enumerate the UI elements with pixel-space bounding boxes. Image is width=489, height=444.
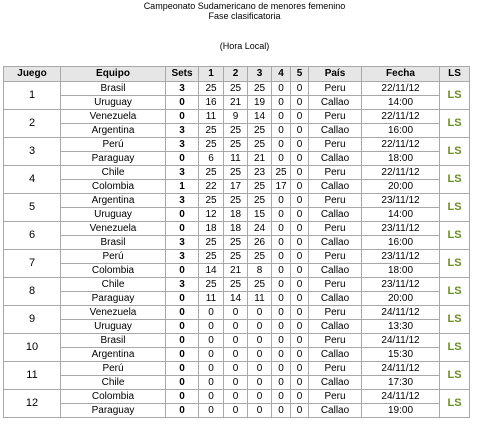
sets-won: 0 — [166, 334, 199, 348]
sets-won: 0 — [166, 152, 199, 166]
venue: Peru — [309, 194, 362, 208]
set-5-score: 0 — [291, 320, 309, 334]
venue: Callao — [309, 236, 362, 250]
set-3-score: 25 — [248, 124, 272, 138]
sets-won: 3 — [166, 82, 199, 96]
match-time: 13:30 — [362, 320, 440, 334]
venue: Peru — [309, 222, 362, 236]
match-time: 16:00 — [362, 236, 440, 250]
set-1-score: 25 — [199, 250, 224, 264]
set-1-score: 0 — [199, 320, 224, 334]
set-5-score: 0 — [291, 292, 309, 306]
match-time: 19:00 — [362, 404, 440, 418]
set-1-score: 0 — [199, 362, 224, 376]
set-2-score: 21 — [224, 96, 248, 110]
sets-won: 0 — [166, 208, 199, 222]
col-header-set3: 3 — [248, 67, 272, 82]
set-4-score: 0 — [272, 334, 291, 348]
col-header-fecha: Fecha — [362, 67, 440, 82]
match-date: 22/11/12 — [362, 166, 440, 180]
set-4-score: 0 — [272, 390, 291, 404]
game-number: 2 — [4, 110, 61, 138]
set-5-score: 0 — [291, 348, 309, 362]
match-date: 23/11/12 — [362, 194, 440, 208]
team-name: Chile — [61, 166, 166, 180]
table-row — [4, 194, 470, 208]
team-name: Venezuela — [61, 306, 166, 320]
match-date: 23/11/12 — [362, 222, 440, 236]
venue: Callao — [309, 348, 362, 362]
set-4-score: 0 — [272, 362, 291, 376]
venue: Callao — [309, 404, 362, 418]
table-row — [4, 152, 470, 166]
set-1-score: 6 — [199, 152, 224, 166]
table-header-row — [4, 67, 470, 82]
set-1-score: 0 — [199, 390, 224, 404]
set-3-score: 0 — [248, 334, 272, 348]
col-header-sets: Sets — [166, 67, 199, 82]
sets-won: 1 — [166, 180, 199, 194]
venue: Callao — [309, 376, 362, 390]
table-row — [4, 138, 470, 152]
set-1-score: 18 — [199, 222, 224, 236]
set-2-score: 25 — [224, 124, 248, 138]
set-1-score: 25 — [199, 236, 224, 250]
venue: Peru — [309, 390, 362, 404]
match-time: 18:00 — [362, 152, 440, 166]
set-2-score: 0 — [224, 404, 248, 418]
set-2-score: 25 — [224, 194, 248, 208]
set-5-score: 0 — [291, 222, 309, 236]
team-name: Chile — [61, 278, 166, 292]
set-1-score: 25 — [199, 82, 224, 96]
set-1-score: 11 — [199, 292, 224, 306]
set-1-score: 12 — [199, 208, 224, 222]
set-2-score: 0 — [224, 376, 248, 390]
set-5-score: 0 — [291, 110, 309, 124]
match-time: 14:00 — [362, 208, 440, 222]
team-name: Colombia — [61, 264, 166, 278]
table-row — [4, 250, 470, 264]
venue: Callao — [309, 264, 362, 278]
set-4-score: 0 — [272, 152, 291, 166]
set-5-score: 0 — [291, 96, 309, 110]
set-1-score: 0 — [199, 306, 224, 320]
set-3-score: 24 — [248, 222, 272, 236]
set-1-score: 0 — [199, 348, 224, 362]
match-date: 22/11/12 — [362, 82, 440, 96]
col-header-ls: LS — [440, 67, 470, 82]
table-row — [4, 362, 470, 376]
sets-won: 0 — [166, 292, 199, 306]
sets-won: 0 — [166, 306, 199, 320]
col-header-juego: Juego — [4, 67, 61, 82]
set-2-score: 21 — [224, 264, 248, 278]
team-name: Argentina — [61, 194, 166, 208]
team-name: Colombia — [61, 390, 166, 404]
venue: Callao — [309, 180, 362, 194]
set-3-score: 0 — [248, 320, 272, 334]
ls-link[interactable]: LS — [440, 306, 470, 334]
set-4-score: 0 — [272, 124, 291, 138]
ls-link[interactable]: LS — [440, 82, 470, 110]
timezone-note: (Hora Local) — [219, 41, 270, 51]
sets-won: 0 — [166, 362, 199, 376]
set-4-score: 0 — [272, 292, 291, 306]
set-3-score: 26 — [248, 236, 272, 250]
set-4-score: 0 — [272, 348, 291, 362]
set-3-score: 25 — [248, 194, 272, 208]
set-5-score: 0 — [291, 152, 309, 166]
ls-link[interactable]: LS — [440, 194, 470, 222]
set-3-score: 8 — [248, 264, 272, 278]
set-1-score: 0 — [199, 404, 224, 418]
set-3-score: 25 — [248, 82, 272, 96]
sets-won: 0 — [166, 264, 199, 278]
match-date: 23/11/12 — [362, 250, 440, 264]
col-header-set4: 4 — [272, 67, 291, 82]
set-2-score: 0 — [224, 320, 248, 334]
set-3-score: 0 — [248, 404, 272, 418]
sets-won: 3 — [166, 124, 199, 138]
venue: Peru — [309, 110, 362, 124]
team-name: Uruguay — [61, 208, 166, 222]
team-name: Argentina — [61, 124, 166, 138]
set-4-score: 0 — [272, 376, 291, 390]
set-2-score: 14 — [224, 292, 248, 306]
game-number: 1 — [4, 82, 61, 110]
set-5-score: 0 — [291, 124, 309, 138]
fixtures-body — [4, 82, 470, 418]
sets-won: 0 — [166, 404, 199, 418]
ls-link[interactable]: LS — [440, 110, 470, 138]
set-2-score: 0 — [224, 362, 248, 376]
set-3-score: 25 — [248, 278, 272, 292]
set-5-score: 0 — [291, 362, 309, 376]
set-1-score: 25 — [199, 166, 224, 180]
set-3-score: 19 — [248, 96, 272, 110]
set-4-score: 0 — [272, 82, 291, 96]
set-2-score: 18 — [224, 222, 248, 236]
table-row — [4, 278, 470, 292]
table-row — [4, 96, 470, 110]
sets-won: 0 — [166, 96, 199, 110]
sets-won: 3 — [166, 250, 199, 264]
set-5-score: 0 — [291, 208, 309, 222]
set-4-score: 0 — [272, 194, 291, 208]
match-date: 22/11/12 — [362, 110, 440, 124]
sets-won: 3 — [166, 278, 199, 292]
set-1-score: 25 — [199, 124, 224, 138]
venue: Callao — [309, 152, 362, 166]
team-name: Venezuela — [61, 222, 166, 236]
set-4-score: 0 — [272, 278, 291, 292]
set-5-score: 0 — [291, 250, 309, 264]
ls-link[interactable]: LS — [440, 334, 470, 362]
match-date: 24/11/12 — [362, 390, 440, 404]
set-1-score: 14 — [199, 264, 224, 278]
set-2-score: 25 — [224, 236, 248, 250]
game-number: 7 — [4, 250, 61, 278]
venue: Peru — [309, 138, 362, 152]
sets-won: 3 — [166, 166, 199, 180]
set-4-score: 0 — [272, 110, 291, 124]
sets-won: 3 — [166, 194, 199, 208]
set-4-score: 0 — [272, 404, 291, 418]
table-row — [4, 390, 470, 404]
table-row — [4, 348, 470, 362]
ls-link[interactable]: LS — [440, 138, 470, 166]
team-name: Perú — [61, 138, 166, 152]
set-5-score: 0 — [291, 194, 309, 208]
fixtures-table — [3, 66, 470, 418]
game-number: 9 — [4, 306, 61, 334]
ls-link[interactable]: LS — [440, 166, 470, 194]
match-date: 22/11/12 — [362, 138, 440, 152]
table-row — [4, 222, 470, 236]
team-name: Paraguay — [61, 292, 166, 306]
venue: Callao — [309, 124, 362, 138]
team-name: Perú — [61, 250, 166, 264]
match-time: 20:00 — [362, 292, 440, 306]
set-5-score: 0 — [291, 166, 309, 180]
venue: Callao — [309, 292, 362, 306]
game-number: 11 — [4, 362, 61, 390]
set-4-score: 0 — [272, 264, 291, 278]
set-2-score: 11 — [224, 152, 248, 166]
game-number: 12 — [4, 390, 61, 418]
table-row — [4, 320, 470, 334]
set-5-score: 0 — [291, 278, 309, 292]
set-4-score: 0 — [272, 208, 291, 222]
sets-won: 3 — [166, 236, 199, 250]
set-4-score: 0 — [272, 320, 291, 334]
match-date: 24/11/12 — [362, 334, 440, 348]
table-row — [4, 110, 470, 124]
set-4-score: 0 — [272, 236, 291, 250]
match-date: 24/11/12 — [362, 306, 440, 320]
venue: Peru — [309, 278, 362, 292]
match-time: 18:00 — [362, 264, 440, 278]
set-2-score: 25 — [224, 278, 248, 292]
team-name: Argentina — [61, 348, 166, 362]
set-4-score: 0 — [272, 250, 291, 264]
set-3-score: 25 — [248, 138, 272, 152]
sets-won: 0 — [166, 376, 199, 390]
table-row — [4, 236, 470, 250]
set-2-score: 0 — [224, 390, 248, 404]
match-date: 24/11/12 — [362, 362, 440, 376]
set-2-score: 17 — [224, 180, 248, 194]
game-number: 8 — [4, 278, 61, 306]
team-name: Perú — [61, 362, 166, 376]
set-1-score: 22 — [199, 180, 224, 194]
set-1-score: 25 — [199, 194, 224, 208]
set-3-score: 0 — [248, 348, 272, 362]
ls-link[interactable]: LS — [440, 390, 470, 418]
game-number: 10 — [4, 334, 61, 362]
set-3-score: 15 — [248, 208, 272, 222]
table-row — [4, 208, 470, 222]
set-3-score: 21 — [248, 152, 272, 166]
set-5-score: 0 — [291, 334, 309, 348]
match-time: 14:00 — [362, 96, 440, 110]
set-5-score: 0 — [291, 180, 309, 194]
col-header-set2: 2 — [224, 67, 248, 82]
team-name: Uruguay — [61, 320, 166, 334]
table-row — [4, 166, 470, 180]
team-name: Brasil — [61, 236, 166, 250]
set-2-score: 9 — [224, 110, 248, 124]
team-name: Brasil — [61, 82, 166, 96]
match-time: 15:30 — [362, 348, 440, 362]
game-number: 4 — [4, 166, 61, 194]
game-number: 5 — [4, 194, 61, 222]
set-5-score: 0 — [291, 306, 309, 320]
set-3-score: 0 — [248, 376, 272, 390]
page-title: Campeonato Sudamericano de menores femenino — [143, 1, 346, 11]
set-2-score: 25 — [224, 138, 248, 152]
ls-link[interactable]: LS — [440, 250, 470, 278]
ls-link[interactable]: LS — [440, 362, 470, 390]
venue: Peru — [309, 82, 362, 96]
set-5-score: 0 — [291, 390, 309, 404]
team-name: Paraguay — [61, 404, 166, 418]
set-3-score: 0 — [248, 390, 272, 404]
set-1-score: 0 — [199, 334, 224, 348]
set-2-score: 0 — [224, 334, 248, 348]
set-3-score: 11 — [248, 292, 272, 306]
sets-won: 0 — [166, 222, 199, 236]
table-row — [4, 404, 470, 418]
table-row — [4, 306, 470, 320]
team-name: Colombia — [61, 180, 166, 194]
ls-link[interactable]: LS — [440, 278, 470, 306]
set-5-score: 0 — [291, 82, 309, 96]
set-1-score: 25 — [199, 278, 224, 292]
set-4-score: 0 — [272, 222, 291, 236]
set-3-score: 25 — [248, 250, 272, 264]
team-name: Uruguay — [61, 96, 166, 110]
set-5-score: 0 — [291, 138, 309, 152]
set-5-score: 0 — [291, 264, 309, 278]
venue: Peru — [309, 306, 362, 320]
match-date: 23/11/12 — [362, 278, 440, 292]
set-1-score: 11 — [199, 110, 224, 124]
col-header-set5: 5 — [291, 67, 309, 82]
sets-won: 0 — [166, 320, 199, 334]
team-name: Brasil — [61, 334, 166, 348]
set-4-score: 0 — [272, 138, 291, 152]
sets-won: 0 — [166, 390, 199, 404]
set-5-score: 0 — [291, 404, 309, 418]
page-subtitle: Fase clasificatoria — [208, 11, 281, 21]
ls-link[interactable]: LS — [440, 222, 470, 250]
sets-won: 3 — [166, 138, 199, 152]
team-name: Chile — [61, 376, 166, 390]
set-3-score: 23 — [248, 166, 272, 180]
venue: Peru — [309, 166, 362, 180]
venue: Callao — [309, 96, 362, 110]
table-row — [4, 292, 470, 306]
col-header-equipo: Equipo — [61, 67, 166, 82]
venue: Peru — [309, 250, 362, 264]
col-header-pais: País — [309, 67, 362, 82]
table-row — [4, 376, 470, 390]
set-3-score: 0 — [248, 362, 272, 376]
sets-won: 0 — [166, 348, 199, 362]
match-time: 17:30 — [362, 376, 440, 390]
col-header-set1: 1 — [199, 67, 224, 82]
match-time: 16:00 — [362, 124, 440, 138]
set-2-score: 25 — [224, 82, 248, 96]
set-5-score: 0 — [291, 236, 309, 250]
sets-won: 0 — [166, 110, 199, 124]
set-4-score: 17 — [272, 180, 291, 194]
venue: Peru — [309, 334, 362, 348]
set-3-score: 14 — [248, 110, 272, 124]
set-3-score: 25 — [248, 180, 272, 194]
set-2-score: 0 — [224, 348, 248, 362]
set-5-score: 0 — [291, 376, 309, 390]
set-4-score: 0 — [272, 96, 291, 110]
table-row — [4, 264, 470, 278]
set-2-score: 25 — [224, 166, 248, 180]
set-1-score: 25 — [199, 138, 224, 152]
table-row — [4, 180, 470, 194]
team-name: Venezuela — [61, 110, 166, 124]
team-name: Paraguay — [61, 152, 166, 166]
table-row — [4, 82, 470, 96]
set-2-score: 18 — [224, 208, 248, 222]
venue: Callao — [309, 208, 362, 222]
game-number: 6 — [4, 222, 61, 250]
set-1-score: 0 — [199, 376, 224, 390]
set-4-score: 0 — [272, 306, 291, 320]
venue: Peru — [309, 362, 362, 376]
match-time: 20:00 — [362, 180, 440, 194]
set-4-score: 25 — [272, 166, 291, 180]
set-3-score: 0 — [248, 306, 272, 320]
set-2-score: 0 — [224, 306, 248, 320]
set-1-score: 16 — [199, 96, 224, 110]
venue: Callao — [309, 320, 362, 334]
set-2-score: 25 — [224, 250, 248, 264]
table-row — [4, 334, 470, 348]
game-number: 3 — [4, 138, 61, 166]
table-row — [4, 124, 470, 138]
